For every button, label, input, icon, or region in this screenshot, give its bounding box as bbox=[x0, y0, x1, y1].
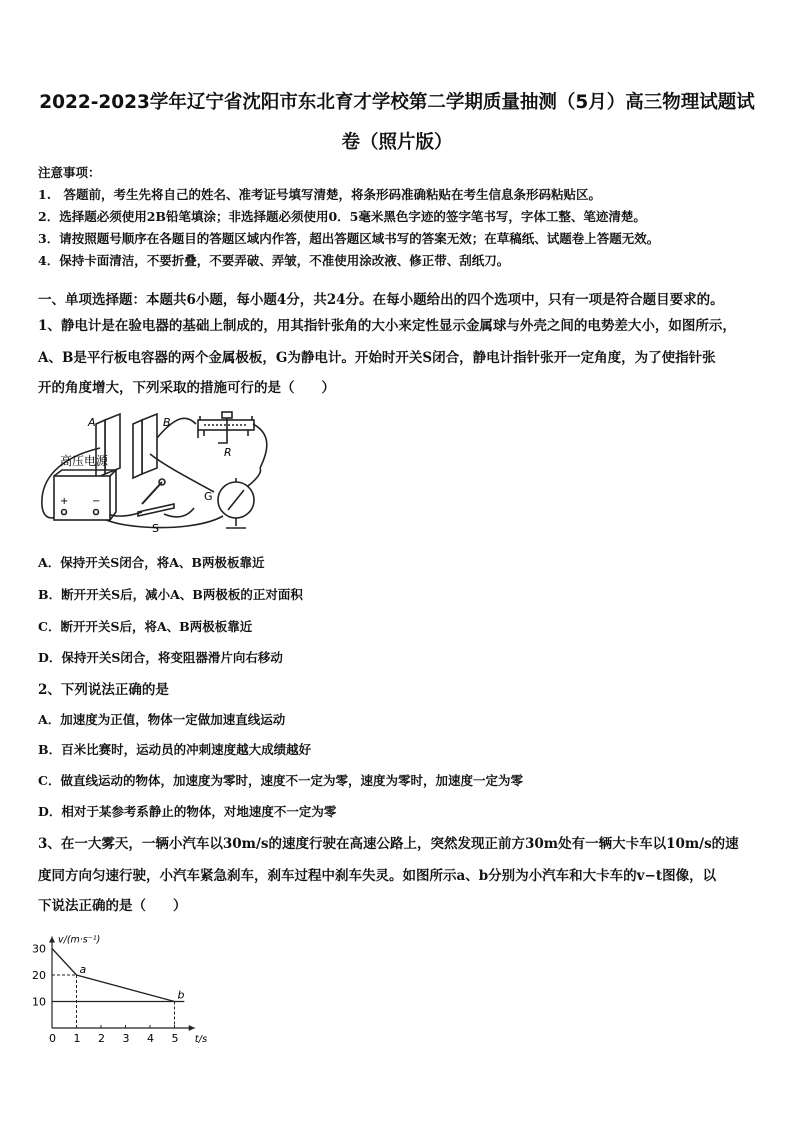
q1-option: D．保持开关S闭合，将变阻器滑片向右移动 bbox=[38, 650, 283, 665]
note-item: 3．请按照题号顺序在各题目的答题区域内作答，超出答题区域书写的答案无效；在草稿纸、试题卷上答题无效。 bbox=[38, 231, 660, 246]
q2-option: C．做直线运动的物体，加速度为零时，速度不一定为零，速度为零时，加速度一定为零 bbox=[38, 773, 523, 788]
x-tick-label: 2 bbox=[98, 1032, 105, 1045]
annotation-b: b bbox=[177, 988, 185, 1002]
title-line-1: 2022-2023学年辽宁省沈阳市东北育才学校第二学期质量抽测（5月）高三物理试题试 bbox=[39, 92, 755, 113]
annotation-a: a bbox=[79, 963, 87, 976]
x-tick-label: 3 bbox=[122, 1032, 130, 1045]
note-item: 4．保持卡面清洁，不要折叠，不要弄破、弄皱，不准使用涂改液、修正带、刮纸刀。 bbox=[38, 253, 510, 268]
y-tick-label: 10 bbox=[32, 995, 46, 1009]
circuit-figure bbox=[38, 408, 278, 538]
q3-stem-line: 度同方向匀速行驶，小汽车紧急刹车，刹车过程中刹车失灵。如图所示a、b分别为小汽车和大卡车的v−t图像，以 bbox=[38, 868, 717, 884]
q2-option: A．加速度为正值，物体一定做加速直线运动 bbox=[38, 712, 286, 727]
x-axis-arrow bbox=[189, 1025, 195, 1031]
y-tick-label: 20 bbox=[32, 969, 46, 982]
q1-stem-line: A、B是平行板电容器的两个金属极板，G为静电计。开始时开关S闭合，静电计指针张开一定角度，为了使指针张 bbox=[38, 350, 716, 366]
x-tick-label: 1 bbox=[73, 1032, 81, 1045]
meter-label: G bbox=[204, 490, 213, 503]
series-line-a bbox=[52, 949, 175, 1002]
x-tick-label: 5 bbox=[171, 1032, 179, 1045]
q1-option: A．保持开关S闭合，将A、B两极板靠近 bbox=[38, 555, 265, 570]
power-supply-label: 高压电源 bbox=[60, 454, 109, 468]
q3-stem-line: 下说法正确的是（ ） bbox=[38, 898, 187, 914]
x-tick-label: 4 bbox=[147, 1032, 154, 1045]
q1-stem-line: 1、静电计是在验电器的基础上制成的，用其指针张角的大小来定性显示金属球与外壳之间的电势差大小，如图所示， bbox=[38, 318, 736, 334]
q1-option: C．断开开关S后，将A、B两极板靠近 bbox=[38, 619, 253, 634]
x-axis-label: t/s bbox=[194, 1034, 208, 1045]
y-axis-arrow bbox=[49, 937, 55, 943]
q1-stem-line: 开的角度增大，下列采取的措施可行的是（ ） bbox=[38, 380, 335, 396]
q1-option: B．断开开关S后，减小A、B两极板的正对面积 bbox=[38, 587, 303, 602]
section-header: 一、单项选择题：本题共6小题，每小题4分，共24分。在每小题给出的四个选项中，只有一项是符合题目要求的。 bbox=[38, 292, 724, 308]
switch-label: S bbox=[152, 522, 159, 535]
q3-stem-line: 3、在一大雾天，一辆小汽车以30m/s的速度行驶在高速公路上，突然发现正前方30m处有一辆大卡车以10m/s的速 bbox=[38, 836, 739, 852]
plate-b-label: B bbox=[163, 416, 171, 429]
notes-header: 注意事项： bbox=[38, 165, 101, 180]
y-tick-label: 30 bbox=[32, 942, 46, 956]
plate-a-label: A bbox=[88, 416, 96, 429]
vt-chart bbox=[30, 920, 230, 1045]
note-item: 2．选择题必须使用2B铅笔填涂；非选择题必须使用0．5毫米黑色字迹的签字笔书写，字体工整、笔迹清楚。 bbox=[38, 209, 646, 224]
q2-stem: 2、下列说法正确的是 bbox=[38, 682, 169, 698]
resistor-label: R bbox=[224, 446, 232, 459]
y-axis-label: v/(m·s⁻¹) bbox=[58, 934, 101, 946]
note-item: 1. 答题前，考生先将自己的姓名、准考证号填写清楚，将条形码准确粘贴在考生信息条形码粘贴区。 bbox=[38, 187, 602, 202]
plus-label: + bbox=[60, 496, 69, 507]
title-line-2: 卷（照片版） bbox=[341, 132, 453, 153]
minus-label: − bbox=[92, 496, 101, 507]
x-tick-label: 0 bbox=[49, 1032, 56, 1045]
q2-option: D．相对于某参考系静止的物体，对地速度不一定为零 bbox=[38, 804, 337, 819]
q2-option: B．百米比赛时，运动员的冲刺速度越大成绩越好 bbox=[38, 742, 312, 757]
